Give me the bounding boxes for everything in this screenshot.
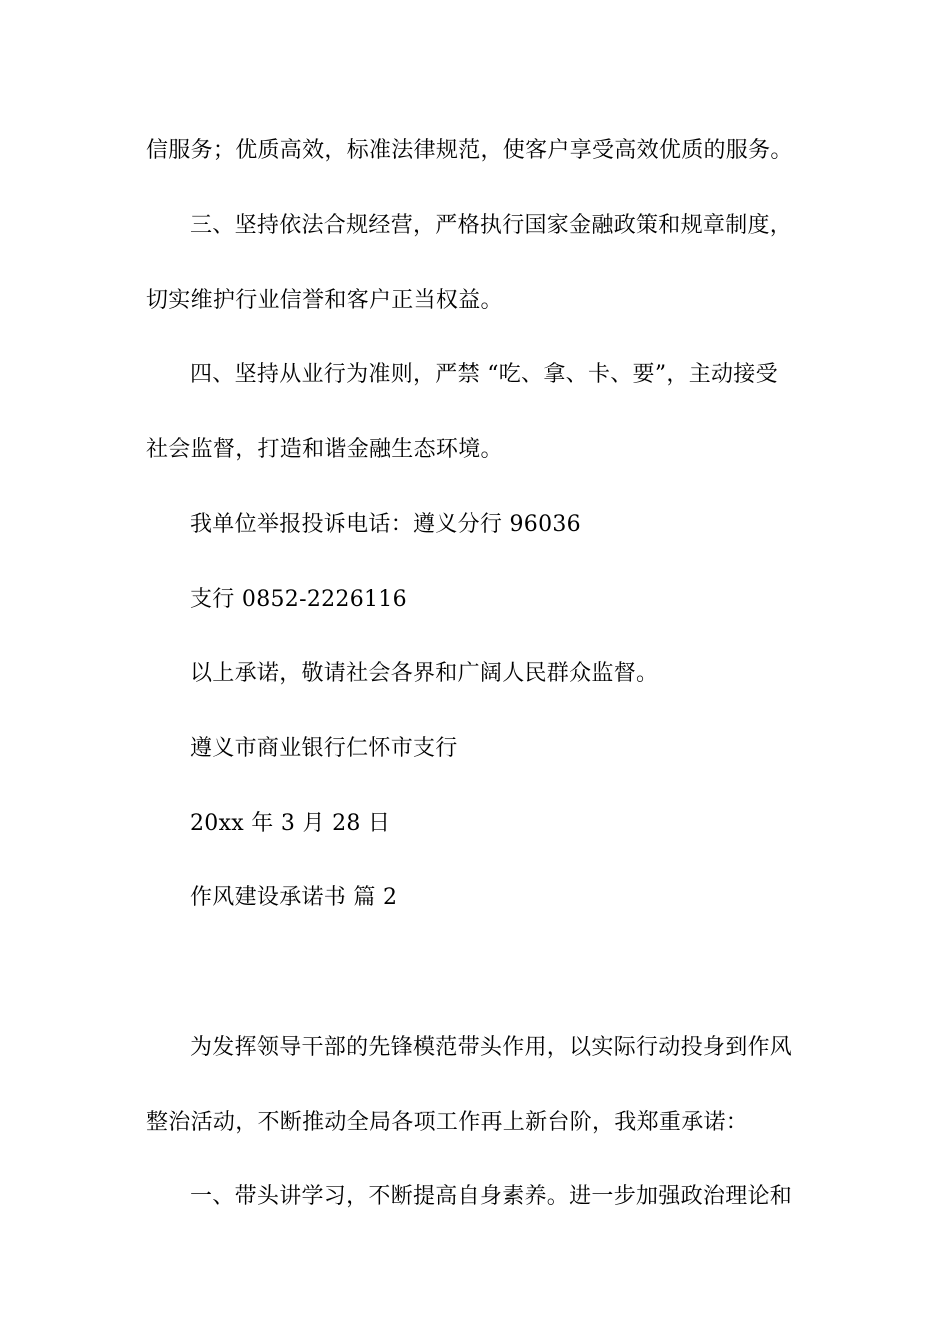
paragraph-line: 社会监督，打造和谐金融生态环境。: [146, 437, 503, 462]
signature-organization: 遵义市商业银行仁怀市支行: [190, 736, 458, 761]
paragraph-line: 一、带头讲学习，不断提高自身素养。进一步加强政治理论和: [190, 1184, 793, 1209]
complaint-phone-line: 我单位举报投诉电话：遵义分行 96036: [190, 512, 581, 537]
paragraph-line: 四、坚持从业行为准则，严禁 “吃、拿、卡、要”，主动接受: [190, 362, 778, 387]
branch-phone-line: 支行 0852-2226116: [190, 587, 407, 612]
paragraph-line: 整治活动，不断推动全局各项工作再上新台阶，我郑重承诺：: [146, 1110, 749, 1135]
paragraph-line: 以上承诺，敬请社会各界和广阔人民群众监督。: [190, 661, 659, 686]
signature-date: 20xx 年 3 月 28 日: [190, 811, 391, 836]
section-heading: 作风建设承诺书 篇 2: [190, 885, 398, 910]
paragraph-line: 三、坚持依法合规经营，严格执行国家金融政策和规章制度，: [190, 213, 793, 238]
paragraph-line: 信服务；优质高效，标准法律规范，使客户享受高效优质的服务。: [146, 138, 793, 163]
paragraph-line: 切实维护行业信誉和客户正当权益。: [146, 288, 503, 313]
paragraph-line: 为发挥领导干部的先锋模范带头作用，以实际行动投身到作风: [190, 1035, 793, 1060]
